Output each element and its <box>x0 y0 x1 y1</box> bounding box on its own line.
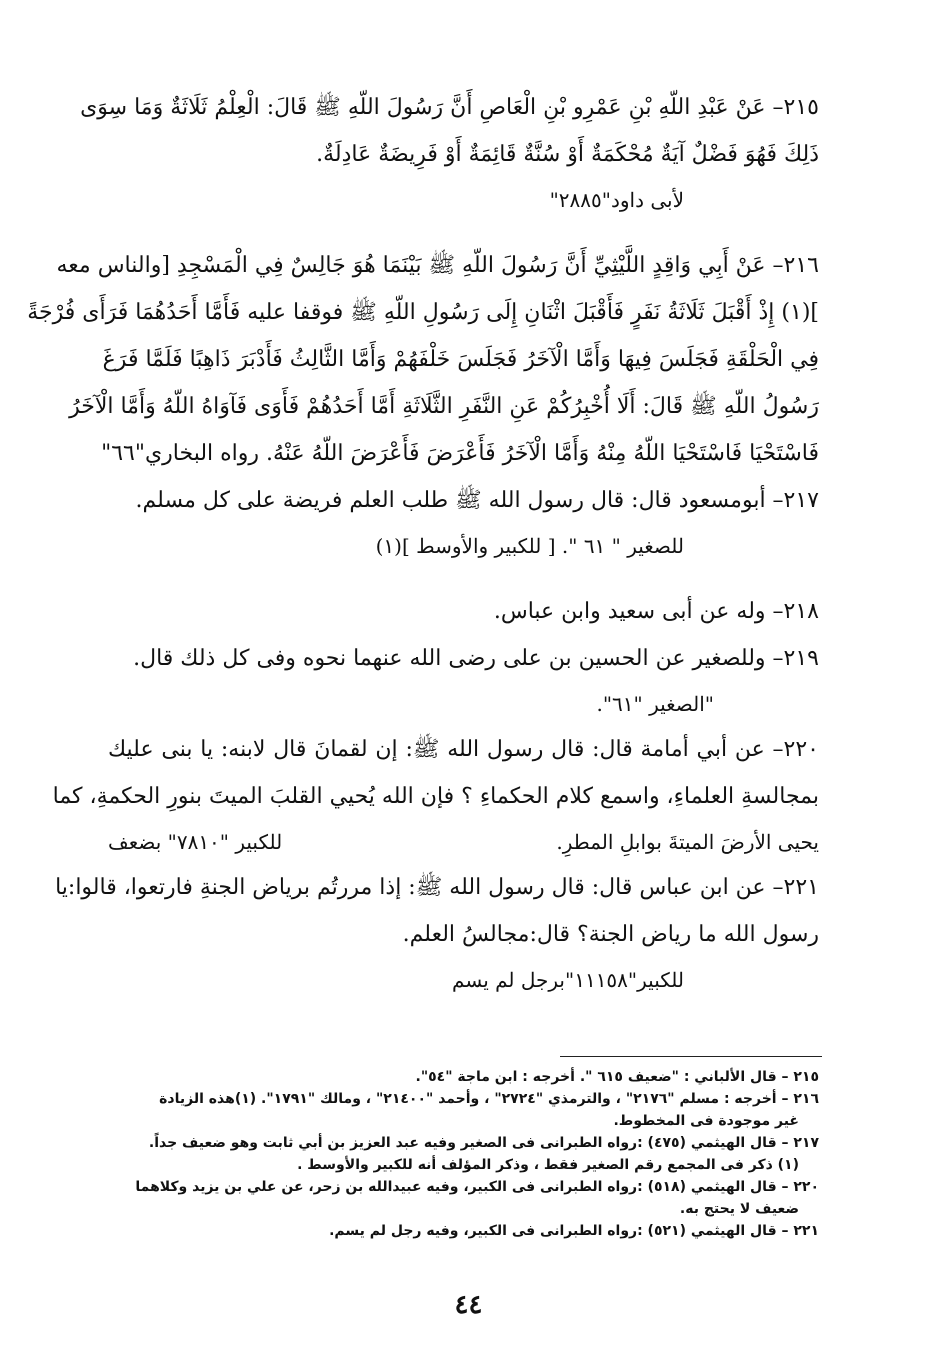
footnote-220-cont: ضعيف لا يحتج به. <box>679 1201 799 1217</box>
hadith-216-line-5: فَاسْتَحْيَا فَاسْتَحْيَا اللّهُ مِنْهُ وَأَمَّا الْآخَرُ فَأَعْرَضَ فَأَعْرَضَ اللّهُ عَنْهُ. رواه البخاري"٦٦" <box>101 441 819 466</box>
source-215: لأبى داود"٢٨٨٥" <box>549 188 684 212</box>
hadith-221-line-1: ٢٢١– عن ابن عباس قال: قال رسول الله ﷺ: إذا مررتُم برياض الجنةِ فارتعوا، قالوا:يا <box>55 875 819 900</box>
footnote-217-sub: (١) ذكر فى المجمع رقم الصغير فقط ، وذكر المؤلف أنه للكبير والأوسط . <box>297 1157 799 1173</box>
hadith-219: ٢١٩– وللصغير عن الحسين بن على رضى الله عنهما نحوه وفى كل ذلك قال. <box>133 646 819 671</box>
footnote-216: ٢١٦ – أخرجه : مسلم "٢١٧٦" ، والترمذي "٢٧٢٤" ، وأحمد "٢١٤٠٠" ، ومالك "١٧٩١". (١)هذه الزيادة <box>159 1091 819 1107</box>
hadith-217: ٢١٧– أبومسعود قال: قال رسول الله ﷺ طلب العلم فريضة على كل مسلم. <box>135 488 819 513</box>
source-221: للكبير"١١١٥٨"برجل لم يسم <box>452 968 684 992</box>
footnotes <box>108 1066 819 1242</box>
hadith-216-line-4: رَسُولُ اللّهِ ﷺ قَالَ: أَلَا أُخْبِرُكُمْ عَنِ النَّفَرِ الثَّلَاثَةِ أَمَّا أَحَدُهُمْ فَأَوَى فَآوَاهُ اللّهُ وَأَمَّا الْآخَرُ <box>69 394 819 419</box>
hadith-216-line-3: فِي الْحَلْقَةِ فَجَلَسَ فِيهَا وَأَمَّا الْآخَرُ فَجَلَسَ خَلْفَهُمْ وَأَمَّا الثَّالِثُ فَأَدْبَرَ ذَاهِبًا فَلَمَّا فَرَغَ <box>102 347 819 372</box>
hadith-218: ٢١٨– وله عن أبى سعيد وابن عباس. <box>493 599 819 624</box>
source-217: للصغير " ٦١ ". [ للكبير والأوسط ](١) <box>375 534 684 558</box>
source-220: للكبير "٧٨١٠" بضعف <box>108 830 283 854</box>
footnote-217: ٢١٧ – قال الهيثمي (٤٧٥) :رواه الطبرانى فى الصغير وفيه عبد العزيز بن أبي ثابت وهو ضعيف جداً. <box>148 1135 819 1151</box>
hadith-220-line-3: يحيى الأرضَ الميتةَ بوابلِ المطرِ. <box>556 830 819 854</box>
hadith-216-line-1: ٢١٦– عَنْ أَبِي وَاقِدٍ اللَّيْثِيِّ أَنَّ رَسُولَ اللّهِ ﷺ بَيْنَمَا هُوَ جَالِسٌ فِي الْمَسْجِدِ [والناس معه <box>56 253 819 278</box>
page-number: ٤٤ <box>454 1290 483 1320</box>
hadith-220-line-1: ٢٢٠– عن أبي أمامة قال: قال رسول الله ﷺ: إن لقمانَ قال لابنه: يا بنى عليك <box>108 737 819 762</box>
hadith-body <box>27 84 819 1002</box>
footnote-220: ٢٢٠ – قال الهيثمي (٥١٨) :رواه الطبرانى فى الكبير، وفيه عبيدالله بن زحر، عن علي بن يزيد وكلاهما <box>135 1179 819 1195</box>
hadith-215-line-2: ذَلِكَ فَهُوَ فَضْلٌ آيَةٌ مُحْكَمَةٌ أَوْ سُنَّةٌ قَائِمَةٌ أَوْ فَرِيضَةٌ عَادِلَةٌ. <box>316 142 819 167</box>
footnote-221: ٢٢١ – قال الهيثمي (٥٢١) :رواه الطبرانى فى الكبير، وفيه رجل لم يسم. <box>329 1223 819 1239</box>
hadith-215-line-1: ٢١٥– عَنْ عَبْدِ اللّهِ بْنِ عَمْرِو بْنِ الْعَاصِ أَنَّ رَسُولَ اللّهِ ﷺ قَالَ: الْعِلْمُ ثَلَاثَةٌ وَمَا سِوَى <box>80 95 819 120</box>
hadith-220-line-2: بمجالسةِ العلماءِ، واسمع كلام الحكماءِ ؟ فإن الله يُحيي القلبَ الميتَ بنورِ الحكمةِ، كما <box>52 784 819 809</box>
hadith-220-last-line <box>108 820 819 864</box>
footnote-216-cont: غير موجودة فى المخطوط. <box>613 1113 799 1129</box>
hadith-216-line-2: ](١) إِذْ أَقْبَلَ ثَلَاثَةُ نَفَرٍ فَأَقْبَلَ اثْنَانِ إِلَى رَسُولِ اللّهِ ﷺ فوقفا عليه فَأَمَّا أَحَدُهُمَا فَرَأَى فُرْجَةً <box>27 300 819 325</box>
footnote-215: ٢١٥ – قال الألباني : "ضعيف ٦١٥ ". أخرجه : ابن ماجة "٥٤". <box>415 1069 819 1085</box>
hadith-221-line-2: رسول الله ما رياض الجنة؟ قال:مجالسُ العلم. <box>402 922 819 947</box>
source-219: "الصغير "٦١". <box>596 692 714 716</box>
footnote-divider <box>560 1056 822 1057</box>
